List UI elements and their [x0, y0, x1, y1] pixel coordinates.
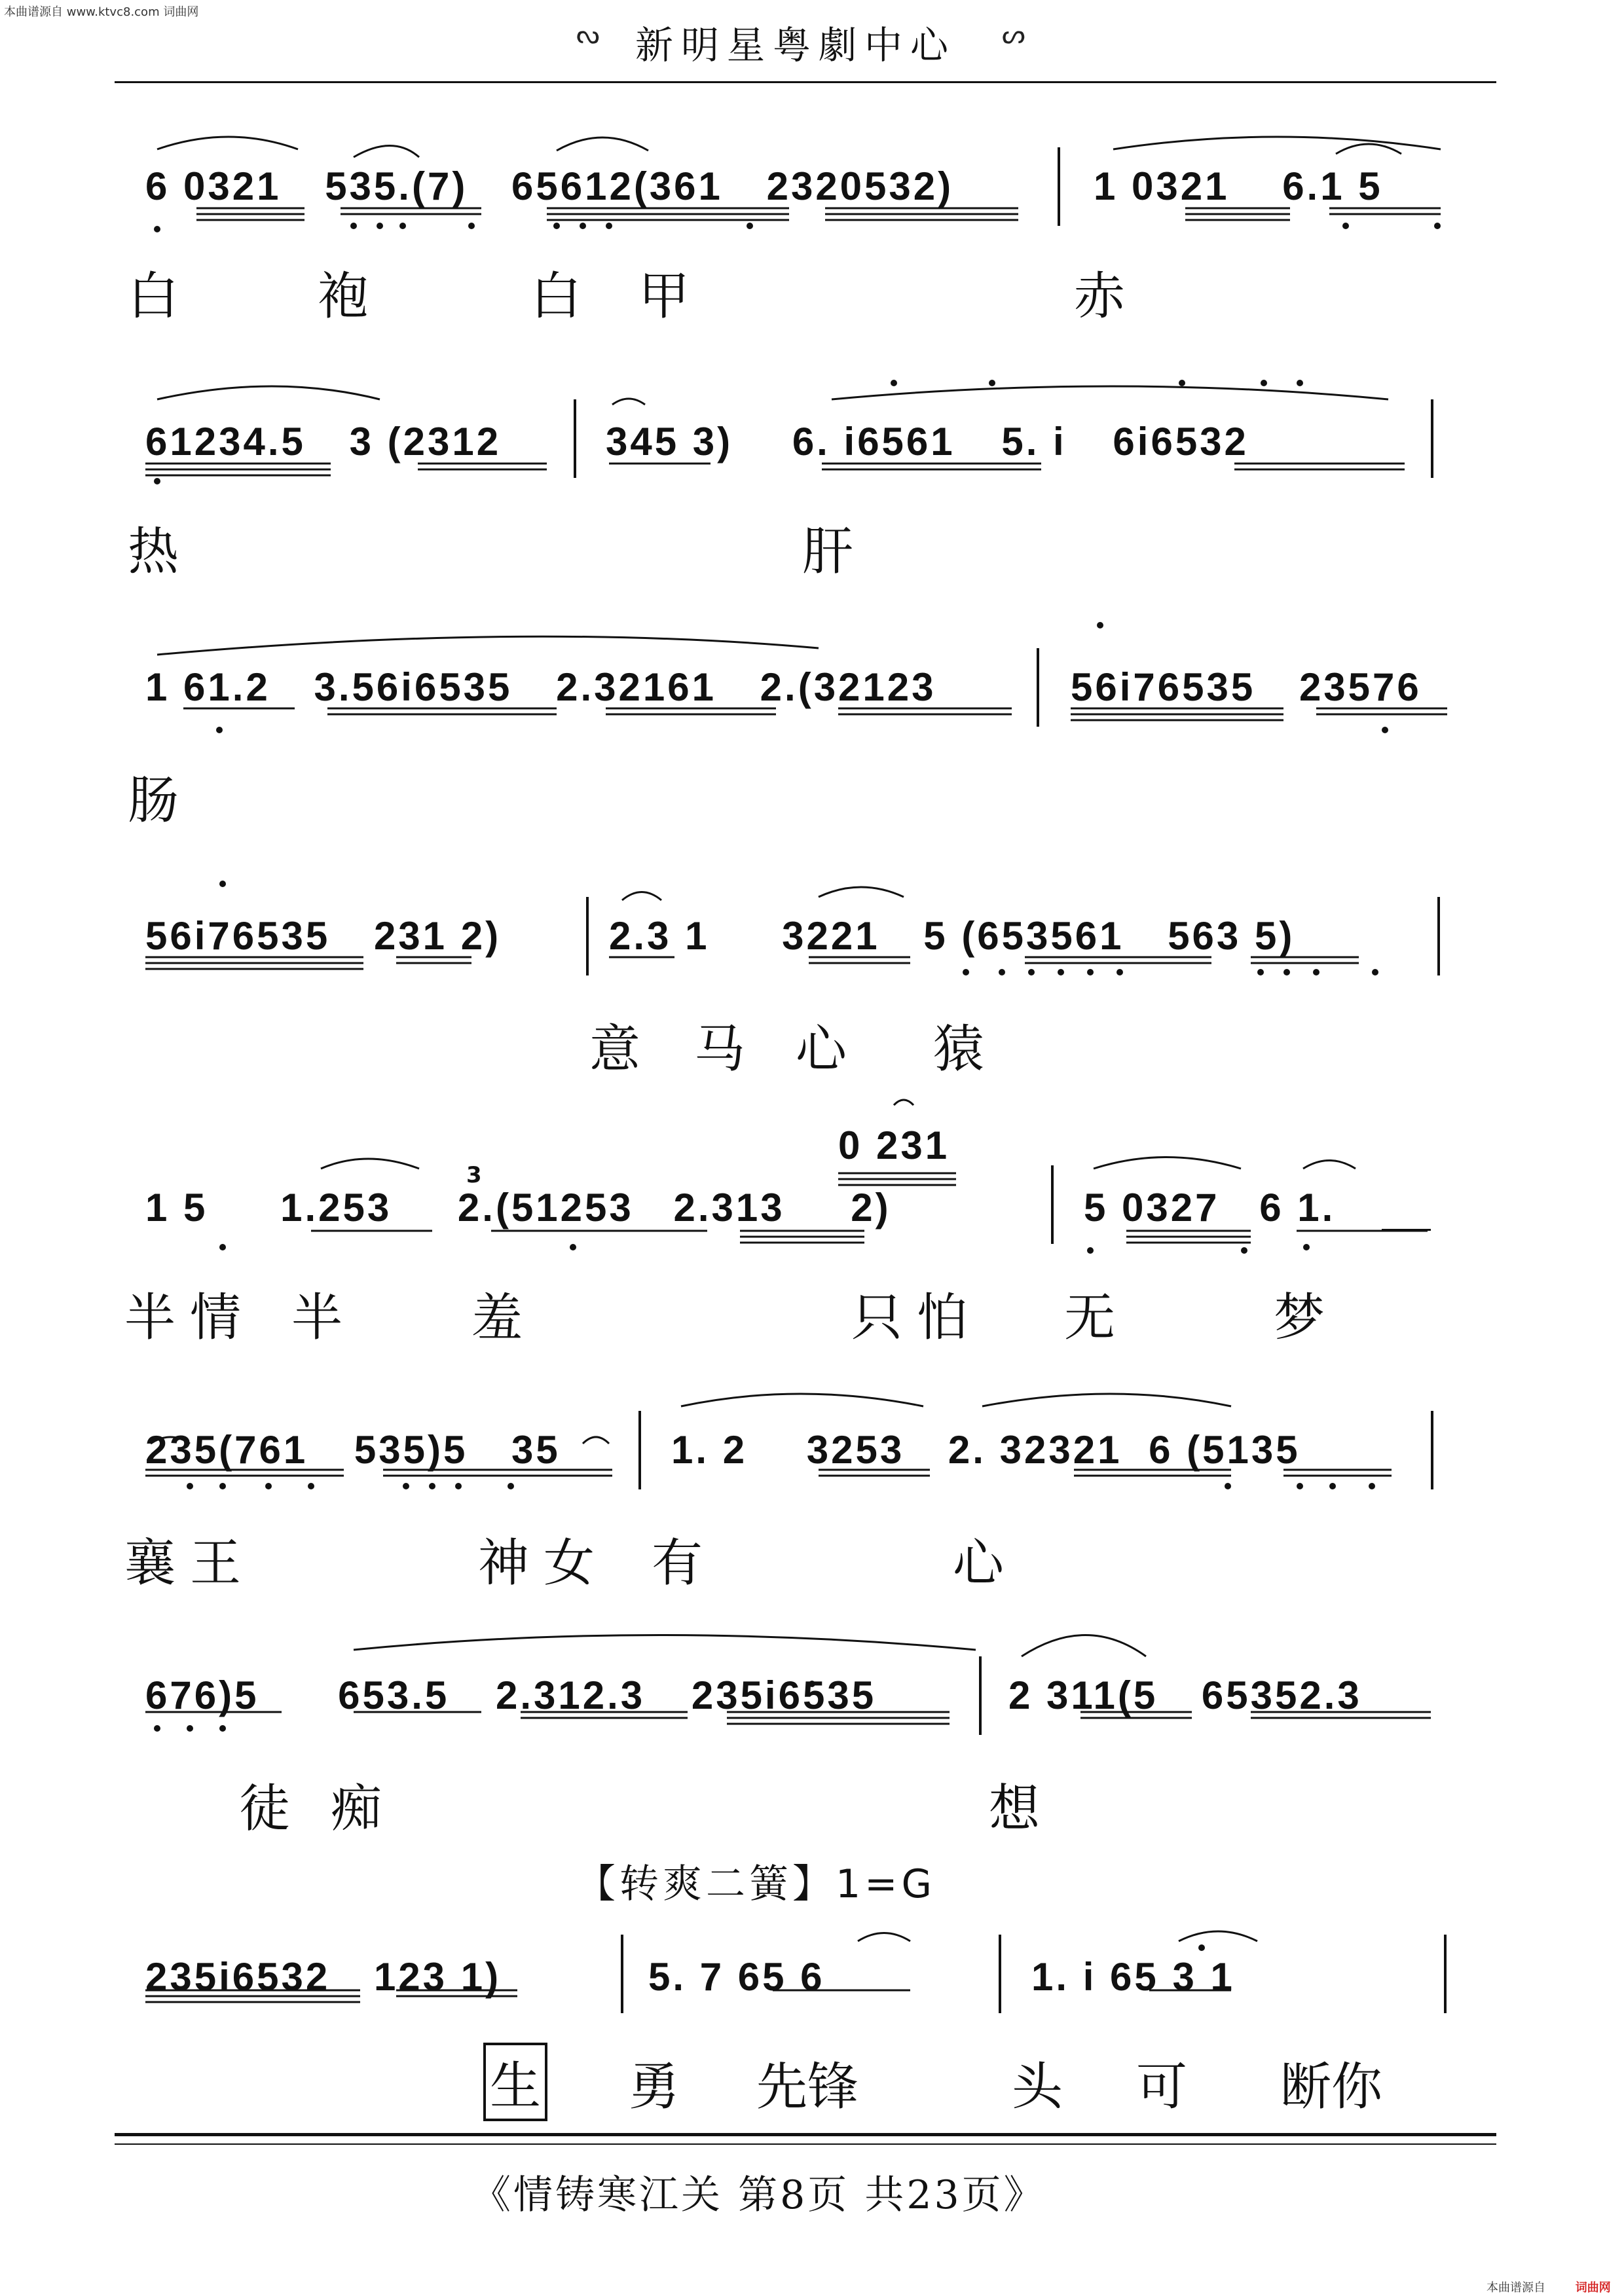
note-group: 235i6532 — [145, 1955, 331, 1999]
lyric: 热 — [128, 522, 179, 581]
bar-line — [1437, 897, 1440, 975]
note-group: 535)5 — [354, 1428, 468, 1472]
system-2-notes-b — [606, 419, 1249, 464]
note-group: 2.3 1 — [609, 914, 710, 958]
note-group: 1 5 — [145, 1186, 208, 1230]
note-group: 3221 — [782, 914, 880, 958]
lyric: 情 — [190, 1288, 242, 1347]
lyric: 马 — [694, 1020, 746, 1079]
watermark-site-logo: 词曲网 — [1575, 2281, 1611, 2295]
system-8-notes-b — [648, 1954, 825, 1999]
bar-line — [1444, 1935, 1447, 2013]
lyric: 徒 — [239, 1779, 291, 1838]
lyric: 只 — [851, 1288, 903, 1347]
lyric: 想 — [989, 1779, 1041, 1838]
system-5-notes — [145, 1185, 891, 1230]
note-group: 2 311(5 — [1008, 1673, 1158, 1717]
note-group: 1 0321 — [1094, 164, 1230, 208]
note-group: 6.1 5 — [1282, 164, 1383, 208]
lyric: 王 — [190, 1534, 242, 1593]
system-6-notes-b — [671, 1427, 1301, 1472]
note-group: 2.32161 — [556, 665, 716, 709]
lyric: 痴 — [331, 1779, 382, 1838]
lyric: 肠 — [128, 771, 179, 830]
lyric: 心 — [953, 1534, 1005, 1593]
note-group: 3 (2312 — [349, 420, 502, 464]
lyric: 半 — [291, 1288, 343, 1347]
note-group: 235i6535 — [691, 1673, 877, 1717]
bar-line — [1431, 399, 1433, 478]
note-group: 6 1. — [1259, 1186, 1336, 1230]
lyric: 白 — [530, 267, 582, 326]
system-5-notes-b — [1084, 1185, 1335, 1230]
lyric: 半 — [124, 1288, 176, 1347]
note-group: 2) — [851, 1186, 891, 1230]
system-6-notes — [145, 1427, 561, 1472]
role-box-lyric: 生 — [483, 2043, 547, 2121]
note-group: 1. i 65 3 1 — [1031, 1955, 1235, 1999]
note-group: 5. i — [1001, 420, 1067, 464]
note-group: 5 (653561 — [923, 914, 1124, 958]
note-group: 3253 — [806, 1428, 905, 1472]
note-group: 2320532) — [766, 164, 954, 208]
note-group: 2.(51253 — [457, 1186, 634, 1230]
page-footer: 《情铸寒江关 第8页 共23页》 — [471, 2172, 1046, 2218]
note-group: 61234.5 — [145, 420, 306, 464]
note-group: 56i76535 — [145, 914, 331, 958]
upper-voice-notes: 0 231 — [838, 1123, 950, 1167]
note-group: 6 (5135 — [1149, 1428, 1301, 1472]
page-title: 新明星粤劇中心 — [635, 23, 957, 67]
note-group: 3.56i6535 — [314, 665, 513, 709]
footer-rule-top — [115, 2133, 1496, 2136]
note-group: 2.313 — [673, 1186, 785, 1230]
grace-note: 3 — [466, 1162, 482, 1188]
lyric: 可 — [1136, 2058, 1188, 2117]
lyric: 羞 — [471, 1288, 523, 1347]
note-group: 123 1) — [373, 1955, 502, 1999]
bar-line — [979, 1656, 982, 1735]
note-group: 1.253 — [280, 1186, 392, 1230]
system-1-notes-b — [1094, 164, 1383, 209]
bar-line — [638, 1411, 641, 1489]
note-group: 23576 — [1299, 665, 1422, 709]
note-group: 2.312.3 — [495, 1673, 646, 1717]
lyric: 猿 — [933, 1020, 985, 1079]
system-3-notes-b — [1071, 665, 1422, 710]
note-group: 231 2) — [373, 914, 502, 958]
note-group: 65352.3 — [1201, 1673, 1362, 1717]
lyric: 女 — [544, 1534, 595, 1593]
header-ornament-right: ᔕ — [1002, 20, 1025, 50]
bar-line — [1037, 648, 1039, 727]
note-group: 65612(361 — [511, 164, 723, 208]
bar-line — [621, 1935, 623, 2013]
note-group: 653.5 — [338, 1673, 450, 1717]
bar-line — [586, 897, 589, 975]
lyric: 无 — [1064, 1288, 1116, 1347]
lyric: 梦 — [1274, 1288, 1325, 1347]
note-group: 5 0327 — [1084, 1186, 1220, 1230]
note-group: 535.(7) — [325, 164, 468, 208]
note-group: 6i6532 — [1113, 420, 1249, 464]
note-group: 235(761 — [145, 1428, 308, 1472]
note-group: 1 61.2 — [145, 665, 270, 709]
bar-line — [1051, 1165, 1054, 1244]
lyric: 肝 — [802, 522, 854, 581]
lyric: 先锋 — [756, 2058, 859, 2117]
note-group: 1. 2 — [671, 1428, 748, 1472]
lyric: 勇 — [629, 2058, 680, 2117]
lyric: 头 — [1012, 2058, 1063, 2117]
system-2-notes — [145, 419, 501, 464]
system-7-notes — [145, 1673, 876, 1718]
note-group: 6. i6561 — [792, 420, 955, 464]
note-group: 345 3) — [606, 420, 733, 464]
lyric: 有 — [652, 1534, 703, 1593]
system-8-notes-c — [1031, 1954, 1235, 1999]
lyric: 神 — [478, 1534, 530, 1593]
note-group: 5. 7 65 6 — [648, 1955, 825, 1999]
system-3-notes — [145, 665, 936, 710]
note-group: 2. 32321 — [948, 1428, 1122, 1472]
system-1-notes — [145, 164, 953, 209]
lyric: 意 — [589, 1020, 641, 1079]
tie-line — [1382, 1229, 1431, 1231]
system-7-notes-b — [1008, 1673, 1362, 1718]
bar-line — [1431, 1411, 1433, 1489]
note-group: 35 — [511, 1428, 561, 1472]
lyric: 怕 — [917, 1288, 969, 1347]
lyric: 白 — [128, 267, 179, 326]
watermark-source-text: 本曲谱源自 — [1486, 2281, 1545, 2295]
modulation-marking: 【转爽二簧】1=G — [576, 1861, 936, 1907]
system-4-notes-b — [609, 913, 1295, 958]
lyric: 心 — [796, 1020, 847, 1079]
bar-line — [999, 1935, 1001, 2013]
system-8-notes — [145, 1954, 501, 1999]
footer-rule-bottom — [115, 2143, 1496, 2145]
lyric: 袍 — [318, 267, 369, 326]
system-4-notes — [145, 913, 501, 958]
note-group: 2.(32123 — [760, 665, 936, 709]
note-group: 6 0321 — [145, 164, 282, 208]
note-group: 56i76535 — [1071, 665, 1256, 709]
note-group: 676)5 — [145, 1673, 259, 1717]
bar-line — [574, 399, 576, 478]
lyric: 断你 — [1280, 2058, 1383, 2117]
header-ornament-left: ᔓ — [576, 20, 600, 50]
bar-line — [1058, 147, 1060, 226]
watermark-top-left: 本曲谱源自 www.ktvc8.com 词曲网 — [4, 5, 199, 19]
lyric: 襄 — [124, 1534, 176, 1593]
note-group: 563 5) — [1168, 914, 1295, 958]
lyric: 甲 — [638, 267, 690, 326]
lyric: 赤 — [1074, 267, 1126, 326]
